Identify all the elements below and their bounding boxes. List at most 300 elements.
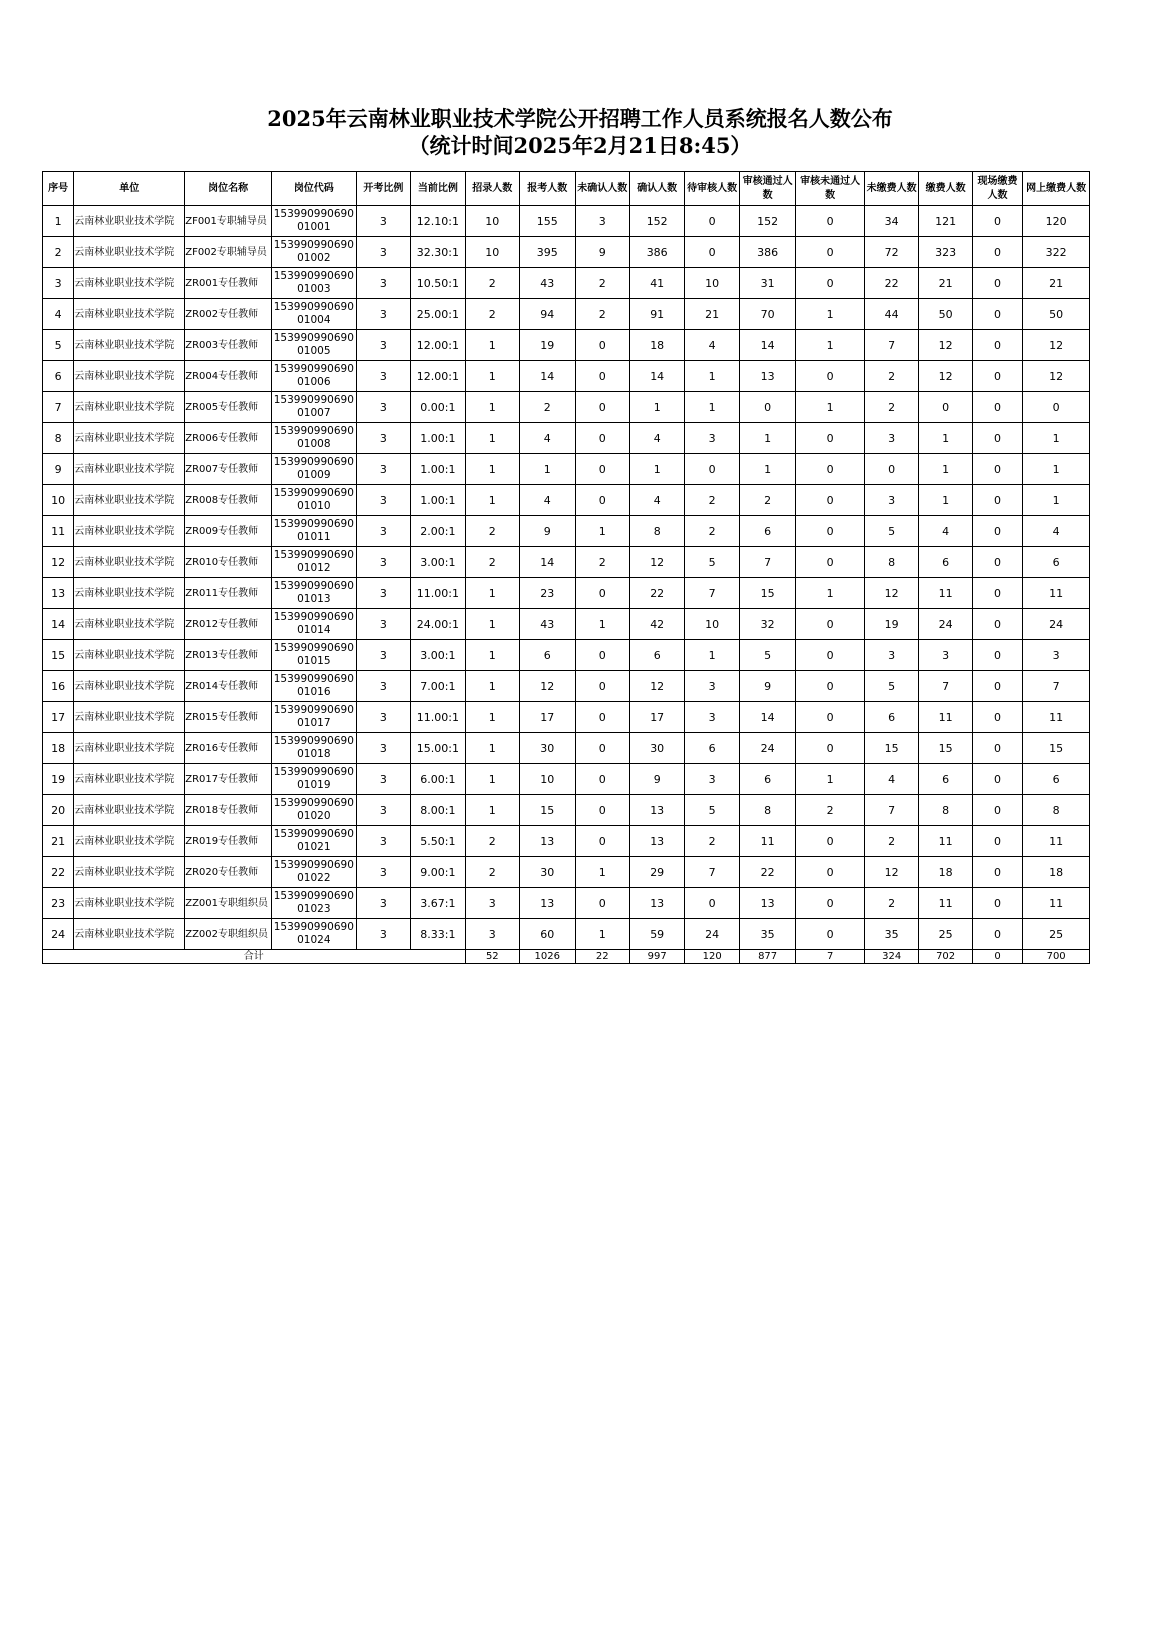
cell-unit: 云南林业职业技术学院 xyxy=(74,888,185,919)
cell-pending-review: 0 xyxy=(685,237,739,268)
cell-unconfirmed: 0 xyxy=(575,485,629,516)
total-unconfirmed: 22 xyxy=(575,950,629,964)
cell-unit: 云南林业职业技术学院 xyxy=(74,299,185,330)
cell-unpaid: 44 xyxy=(864,299,918,330)
cell-paid: 12 xyxy=(919,330,972,361)
cell-position-name: ZF001专职辅导员 xyxy=(185,206,272,237)
cell-current-ratio: 8.00:1 xyxy=(411,795,465,826)
table-row xyxy=(43,361,1090,392)
cell-pending-review: 6 xyxy=(685,733,739,764)
cell-review-failed: 1 xyxy=(796,578,865,609)
cell-index: 7 xyxy=(43,392,74,423)
cell-online-paid: 3 xyxy=(1023,640,1090,671)
cell-paid: 25 xyxy=(919,919,972,950)
cell-index: 10 xyxy=(43,485,74,516)
cell-review-failed: 1 xyxy=(796,330,865,361)
cell-review-passed: 11 xyxy=(739,826,795,857)
cell-confirmed: 17 xyxy=(629,702,684,733)
cell-paid: 21 xyxy=(919,268,972,299)
cell-onsite-paid: 0 xyxy=(972,733,1022,764)
cell-onsite-paid: 0 xyxy=(972,361,1022,392)
cell-unit: 云南林业职业技术学院 xyxy=(74,268,185,299)
cell-unit: 云南林业职业技术学院 xyxy=(74,485,185,516)
cell-review-passed: 7 xyxy=(739,547,795,578)
cell-confirmed: 1 xyxy=(629,454,684,485)
cell-index: 18 xyxy=(43,733,74,764)
cell-hiring-count: 3 xyxy=(465,919,519,950)
cell-position-code: 15399099069001023 xyxy=(271,888,356,919)
cell-current-ratio: 10.50:1 xyxy=(411,268,465,299)
cell-unconfirmed: 1 xyxy=(575,516,629,547)
cell-unconfirmed: 0 xyxy=(575,361,629,392)
cell-hiring-count: 10 xyxy=(465,237,519,268)
cell-unit: 云南林业职业技术学院 xyxy=(74,702,185,733)
cell-hiring-count: 10 xyxy=(465,206,519,237)
cell-unconfirmed: 9 xyxy=(575,237,629,268)
cell-exam-ratio: 3 xyxy=(356,485,410,516)
header-paid: 缴费人数 xyxy=(919,172,972,206)
cell-unpaid: 3 xyxy=(864,640,918,671)
cell-review-passed: 24 xyxy=(739,733,795,764)
cell-hiring-count: 3 xyxy=(465,888,519,919)
cell-unconfirmed: 1 xyxy=(575,857,629,888)
cell-online-paid: 120 xyxy=(1023,206,1090,237)
cell-position-name: ZR005专任教师 xyxy=(185,392,272,423)
cell-exam-ratio: 3 xyxy=(356,888,410,919)
cell-unit: 云南林业职业技术学院 xyxy=(74,237,185,268)
cell-paid: 121 xyxy=(919,206,972,237)
cell-pending-review: 3 xyxy=(685,764,739,795)
cell-position-code: 15399099069001022 xyxy=(271,857,356,888)
cell-unconfirmed: 0 xyxy=(575,795,629,826)
cell-exam-ratio: 3 xyxy=(356,764,410,795)
cell-current-ratio: 12.00:1 xyxy=(411,361,465,392)
cell-index: 19 xyxy=(43,764,74,795)
header-exam-ratio: 开考比例 xyxy=(356,172,410,206)
cell-pending-review: 0 xyxy=(685,888,739,919)
cell-index: 23 xyxy=(43,888,74,919)
cell-online-paid: 11 xyxy=(1023,702,1090,733)
cell-online-paid: 18 xyxy=(1023,857,1090,888)
cell-unit: 云南林业职业技术学院 xyxy=(74,423,185,454)
cell-current-ratio: 5.50:1 xyxy=(411,826,465,857)
cell-onsite-paid: 0 xyxy=(972,702,1022,733)
cell-exam-ratio: 3 xyxy=(356,268,410,299)
cell-review-passed: 22 xyxy=(739,857,795,888)
cell-exam-ratio: 3 xyxy=(356,206,410,237)
cell-position-code: 15399099069001006 xyxy=(271,361,356,392)
cell-online-paid: 1 xyxy=(1023,485,1090,516)
cell-unpaid: 35 xyxy=(864,919,918,950)
cell-unpaid: 34 xyxy=(864,206,918,237)
cell-pending-review: 10 xyxy=(685,268,739,299)
cell-position-name: ZR017专任教师 xyxy=(185,764,272,795)
cell-position-name: ZR002专任教师 xyxy=(185,299,272,330)
cell-unconfirmed: 0 xyxy=(575,330,629,361)
cell-pending-review: 24 xyxy=(685,919,739,950)
cell-position-name: ZR020专任教师 xyxy=(185,857,272,888)
cell-paid: 6 xyxy=(919,764,972,795)
table-row xyxy=(43,826,1090,857)
cell-onsite-paid: 0 xyxy=(972,919,1022,950)
cell-unit: 云南林业职业技术学院 xyxy=(74,826,185,857)
cell-index: 13 xyxy=(43,578,74,609)
cell-confirmed: 30 xyxy=(629,733,684,764)
cell-review-failed: 0 xyxy=(796,485,865,516)
table-row xyxy=(43,237,1090,268)
cell-unconfirmed: 0 xyxy=(575,733,629,764)
cell-unit: 云南林业职业技术学院 xyxy=(74,206,185,237)
cell-onsite-paid: 0 xyxy=(972,888,1022,919)
cell-onsite-paid: 0 xyxy=(972,268,1022,299)
cell-hiring-count: 1 xyxy=(465,330,519,361)
cell-pending-review: 2 xyxy=(685,826,739,857)
cell-position-name: ZR001专任教师 xyxy=(185,268,272,299)
table-body xyxy=(43,206,1090,964)
cell-review-failed: 0 xyxy=(796,206,865,237)
table-row xyxy=(43,795,1090,826)
cell-position-name: ZR013专任教师 xyxy=(185,640,272,671)
header-hiring-count: 招录人数 xyxy=(465,172,519,206)
cell-unpaid: 12 xyxy=(864,857,918,888)
cell-confirmed: 4 xyxy=(629,423,684,454)
cell-unit: 云南林业职业技术学院 xyxy=(74,671,185,702)
cell-confirmed: 29 xyxy=(629,857,684,888)
cell-online-paid: 7 xyxy=(1023,671,1090,702)
cell-position-name: ZR010专任教师 xyxy=(185,547,272,578)
cell-pending-review: 2 xyxy=(685,485,739,516)
cell-position-code: 15399099069001018 xyxy=(271,733,356,764)
cell-review-passed: 31 xyxy=(739,268,795,299)
cell-applicants: 12 xyxy=(520,671,575,702)
table-row xyxy=(43,454,1090,485)
cell-paid: 8 xyxy=(919,795,972,826)
cell-review-failed: 0 xyxy=(796,640,865,671)
cell-position-name: ZR008专任教师 xyxy=(185,485,272,516)
cell-hiring-count: 1 xyxy=(465,423,519,454)
cell-online-paid: 11 xyxy=(1023,578,1090,609)
cell-index: 17 xyxy=(43,702,74,733)
cell-unit: 云南林业职业技术学院 xyxy=(74,330,185,361)
cell-unconfirmed: 0 xyxy=(575,764,629,795)
cell-unit: 云南林业职业技术学院 xyxy=(74,733,185,764)
cell-online-paid: 8 xyxy=(1023,795,1090,826)
cell-index: 15 xyxy=(43,640,74,671)
cell-position-code: 15399099069001002 xyxy=(271,237,356,268)
cell-unpaid: 2 xyxy=(864,826,918,857)
cell-unit: 云南林业职业技术学院 xyxy=(74,547,185,578)
cell-exam-ratio: 3 xyxy=(356,423,410,454)
cell-position-name: ZR006专任教师 xyxy=(185,423,272,454)
table-row xyxy=(43,392,1090,423)
cell-current-ratio: 6.00:1 xyxy=(411,764,465,795)
cell-unpaid: 3 xyxy=(864,423,918,454)
cell-unpaid: 4 xyxy=(864,764,918,795)
cell-onsite-paid: 0 xyxy=(972,609,1022,640)
cell-position-name: ZR009专任教师 xyxy=(185,516,272,547)
cell-review-passed: 13 xyxy=(739,888,795,919)
cell-current-ratio: 1.00:1 xyxy=(411,423,465,454)
page-title: 2025年云南林业职业技术学院公开招聘工作人员系统报名人数公布 xyxy=(267,106,893,131)
cell-review-passed: 2 xyxy=(739,485,795,516)
cell-paid: 6 xyxy=(919,547,972,578)
cell-unpaid: 2 xyxy=(864,888,918,919)
cell-confirmed: 6 xyxy=(629,640,684,671)
cell-review-passed: 15 xyxy=(739,578,795,609)
cell-onsite-paid: 0 xyxy=(972,671,1022,702)
cell-pending-review: 7 xyxy=(685,578,739,609)
cell-index: 8 xyxy=(43,423,74,454)
cell-paid: 11 xyxy=(919,888,972,919)
cell-position-code: 15399099069001012 xyxy=(271,547,356,578)
cell-onsite-paid: 0 xyxy=(972,206,1022,237)
cell-current-ratio: 11.00:1 xyxy=(411,702,465,733)
cell-index: 12 xyxy=(43,547,74,578)
cell-review-failed: 0 xyxy=(796,423,865,454)
cell-index: 4 xyxy=(43,299,74,330)
cell-onsite-paid: 0 xyxy=(972,392,1022,423)
cell-applicants: 43 xyxy=(520,609,575,640)
cell-position-name: ZR016专任教师 xyxy=(185,733,272,764)
cell-unconfirmed: 0 xyxy=(575,640,629,671)
cell-applicants: 43 xyxy=(520,268,575,299)
cell-applicants: 395 xyxy=(520,237,575,268)
cell-pending-review: 10 xyxy=(685,609,739,640)
cell-online-paid: 11 xyxy=(1023,888,1090,919)
header-online-paid: 网上缴费人数 xyxy=(1023,172,1090,206)
total-pending-review: 120 xyxy=(685,950,739,964)
cell-online-paid: 25 xyxy=(1023,919,1090,950)
cell-unit: 云南林业职业技术学院 xyxy=(74,361,185,392)
cell-hiring-count: 1 xyxy=(465,795,519,826)
total-unpaid: 324 xyxy=(864,950,918,964)
cell-current-ratio: 9.00:1 xyxy=(411,857,465,888)
cell-onsite-paid: 0 xyxy=(972,826,1022,857)
cell-exam-ratio: 3 xyxy=(356,330,410,361)
cell-position-code: 15399099069001017 xyxy=(271,702,356,733)
cell-hiring-count: 1 xyxy=(465,609,519,640)
total-review-failed: 7 xyxy=(796,950,865,964)
cell-unconfirmed: 2 xyxy=(575,299,629,330)
cell-unconfirmed: 0 xyxy=(575,454,629,485)
cell-index: 3 xyxy=(43,268,74,299)
header-applicants: 报考人数 xyxy=(520,172,575,206)
cell-pending-review: 0 xyxy=(685,454,739,485)
cell-confirmed: 8 xyxy=(629,516,684,547)
cell-exam-ratio: 3 xyxy=(356,237,410,268)
cell-position-name: ZZ001专职组织员 xyxy=(185,888,272,919)
cell-unit: 云南林业职业技术学院 xyxy=(74,795,185,826)
header-onsite-paid: 现场缴费人数 xyxy=(972,172,1022,206)
cell-review-failed: 1 xyxy=(796,299,865,330)
cell-index: 1 xyxy=(43,206,74,237)
cell-hiring-count: 1 xyxy=(465,361,519,392)
cell-review-failed: 0 xyxy=(796,733,865,764)
cell-current-ratio: 0.00:1 xyxy=(411,392,465,423)
cell-onsite-paid: 0 xyxy=(972,516,1022,547)
cell-online-paid: 11 xyxy=(1023,826,1090,857)
cell-review-failed: 1 xyxy=(796,764,865,795)
cell-review-passed: 6 xyxy=(739,764,795,795)
cell-review-passed: 386 xyxy=(739,237,795,268)
cell-applicants: 15 xyxy=(520,795,575,826)
cell-position-name: ZF002专职辅导员 xyxy=(185,237,272,268)
cell-unconfirmed: 0 xyxy=(575,888,629,919)
cell-unpaid: 2 xyxy=(864,361,918,392)
cell-applicants: 94 xyxy=(520,299,575,330)
header-confirmed: 确认人数 xyxy=(629,172,684,206)
cell-onsite-paid: 0 xyxy=(972,547,1022,578)
table-row xyxy=(43,485,1090,516)
cell-online-paid: 24 xyxy=(1023,609,1090,640)
cell-unit: 云南林业职业技术学院 xyxy=(74,516,185,547)
cell-position-code: 15399099069001016 xyxy=(271,671,356,702)
cell-confirmed: 152 xyxy=(629,206,684,237)
cell-confirmed: 13 xyxy=(629,795,684,826)
cell-index: 9 xyxy=(43,454,74,485)
total-review-passed: 877 xyxy=(739,950,795,964)
cell-pending-review: 0 xyxy=(685,206,739,237)
cell-paid: 4 xyxy=(919,516,972,547)
cell-review-passed: 5 xyxy=(739,640,795,671)
cell-paid: 1 xyxy=(919,423,972,454)
cell-index: 14 xyxy=(43,609,74,640)
cell-hiring-count: 2 xyxy=(465,826,519,857)
header-index: 序号 xyxy=(43,172,74,206)
cell-onsite-paid: 0 xyxy=(972,423,1022,454)
cell-applicants: 9 xyxy=(520,516,575,547)
cell-applicants: 6 xyxy=(520,640,575,671)
cell-onsite-paid: 0 xyxy=(972,485,1022,516)
cell-unpaid: 8 xyxy=(864,547,918,578)
table-row xyxy=(43,671,1090,702)
cell-paid: 12 xyxy=(919,361,972,392)
cell-pending-review: 2 xyxy=(685,516,739,547)
cell-paid: 3 xyxy=(919,640,972,671)
cell-paid: 7 xyxy=(919,671,972,702)
table-row xyxy=(43,857,1090,888)
cell-onsite-paid: 0 xyxy=(972,299,1022,330)
cell-review-failed: 0 xyxy=(796,516,865,547)
table-row xyxy=(43,206,1090,237)
page-subtitle: （统计时间2025年2月21日8:45） xyxy=(408,133,752,158)
cell-position-name: ZZ002专职组织员 xyxy=(185,919,272,950)
cell-current-ratio: 15.00:1 xyxy=(411,733,465,764)
cell-position-name: ZR015专任教师 xyxy=(185,702,272,733)
cell-applicants: 10 xyxy=(520,764,575,795)
cell-unpaid: 7 xyxy=(864,330,918,361)
table-row xyxy=(43,578,1090,609)
cell-current-ratio: 3.67:1 xyxy=(411,888,465,919)
cell-unpaid: 7 xyxy=(864,795,918,826)
cell-online-paid: 0 xyxy=(1023,392,1090,423)
cell-unit: 云南林业职业技术学院 xyxy=(74,919,185,950)
cell-unpaid: 5 xyxy=(864,516,918,547)
cell-online-paid: 1 xyxy=(1023,454,1090,485)
cell-unpaid: 3 xyxy=(864,485,918,516)
cell-hiring-count: 2 xyxy=(465,857,519,888)
cell-exam-ratio: 3 xyxy=(356,919,410,950)
cell-review-passed: 14 xyxy=(739,330,795,361)
cell-position-code: 15399099069001010 xyxy=(271,485,356,516)
cell-hiring-count: 2 xyxy=(465,299,519,330)
cell-position-name: ZR007专任教师 xyxy=(185,454,272,485)
cell-unit: 云南林业职业技术学院 xyxy=(74,640,185,671)
cell-hiring-count: 1 xyxy=(465,640,519,671)
cell-index: 22 xyxy=(43,857,74,888)
cell-position-name: ZR018专任教师 xyxy=(185,795,272,826)
cell-review-failed: 0 xyxy=(796,888,865,919)
cell-unconfirmed: 1 xyxy=(575,919,629,950)
cell-paid: 0 xyxy=(919,392,972,423)
table-header-row xyxy=(43,172,1090,206)
cell-unit: 云南林业职业技术学院 xyxy=(74,578,185,609)
cell-confirmed: 59 xyxy=(629,919,684,950)
cell-hiring-count: 1 xyxy=(465,392,519,423)
cell-current-ratio: 24.00:1 xyxy=(411,609,465,640)
cell-onsite-paid: 0 xyxy=(972,640,1022,671)
cell-onsite-paid: 0 xyxy=(972,857,1022,888)
cell-paid: 24 xyxy=(919,609,972,640)
cell-exam-ratio: 3 xyxy=(356,702,410,733)
cell-review-passed: 9 xyxy=(739,671,795,702)
cell-applicants: 19 xyxy=(520,330,575,361)
cell-current-ratio: 11.00:1 xyxy=(411,578,465,609)
cell-index: 20 xyxy=(43,795,74,826)
cell-hiring-count: 2 xyxy=(465,268,519,299)
cell-exam-ratio: 3 xyxy=(356,640,410,671)
cell-unpaid: 2 xyxy=(864,392,918,423)
cell-position-code: 15399099069001015 xyxy=(271,640,356,671)
cell-review-failed: 0 xyxy=(796,826,865,857)
cell-hiring-count: 1 xyxy=(465,578,519,609)
cell-exam-ratio: 3 xyxy=(356,361,410,392)
cell-index: 21 xyxy=(43,826,74,857)
cell-pending-review: 3 xyxy=(685,671,739,702)
cell-exam-ratio: 3 xyxy=(356,454,410,485)
cell-current-ratio: 32.30:1 xyxy=(411,237,465,268)
cell-current-ratio: 3.00:1 xyxy=(411,640,465,671)
cell-review-failed: 0 xyxy=(796,361,865,392)
cell-exam-ratio: 3 xyxy=(356,392,410,423)
cell-current-ratio: 8.33:1 xyxy=(411,919,465,950)
cell-paid: 50 xyxy=(919,299,972,330)
cell-onsite-paid: 0 xyxy=(972,330,1022,361)
cell-review-passed: 1 xyxy=(739,423,795,454)
cell-confirmed: 18 xyxy=(629,330,684,361)
cell-exam-ratio: 3 xyxy=(356,516,410,547)
cell-pending-review: 3 xyxy=(685,702,739,733)
cell-review-passed: 152 xyxy=(739,206,795,237)
cell-exam-ratio: 3 xyxy=(356,857,410,888)
cell-exam-ratio: 3 xyxy=(356,826,410,857)
cell-pending-review: 4 xyxy=(685,330,739,361)
cell-pending-review: 1 xyxy=(685,392,739,423)
cell-position-name: ZR011专任教师 xyxy=(185,578,272,609)
total-confirmed: 997 xyxy=(629,950,684,964)
cell-position-name: ZR003专任教师 xyxy=(185,330,272,361)
cell-position-code: 15399099069001014 xyxy=(271,609,356,640)
cell-confirmed: 12 xyxy=(629,547,684,578)
cell-onsite-paid: 0 xyxy=(972,578,1022,609)
cell-unit: 云南林业职业技术学院 xyxy=(74,764,185,795)
cell-onsite-paid: 0 xyxy=(972,454,1022,485)
cell-unpaid: 6 xyxy=(864,702,918,733)
cell-exam-ratio: 3 xyxy=(356,299,410,330)
cell-exam-ratio: 3 xyxy=(356,609,410,640)
cell-unconfirmed: 0 xyxy=(575,826,629,857)
cell-unpaid: 12 xyxy=(864,578,918,609)
